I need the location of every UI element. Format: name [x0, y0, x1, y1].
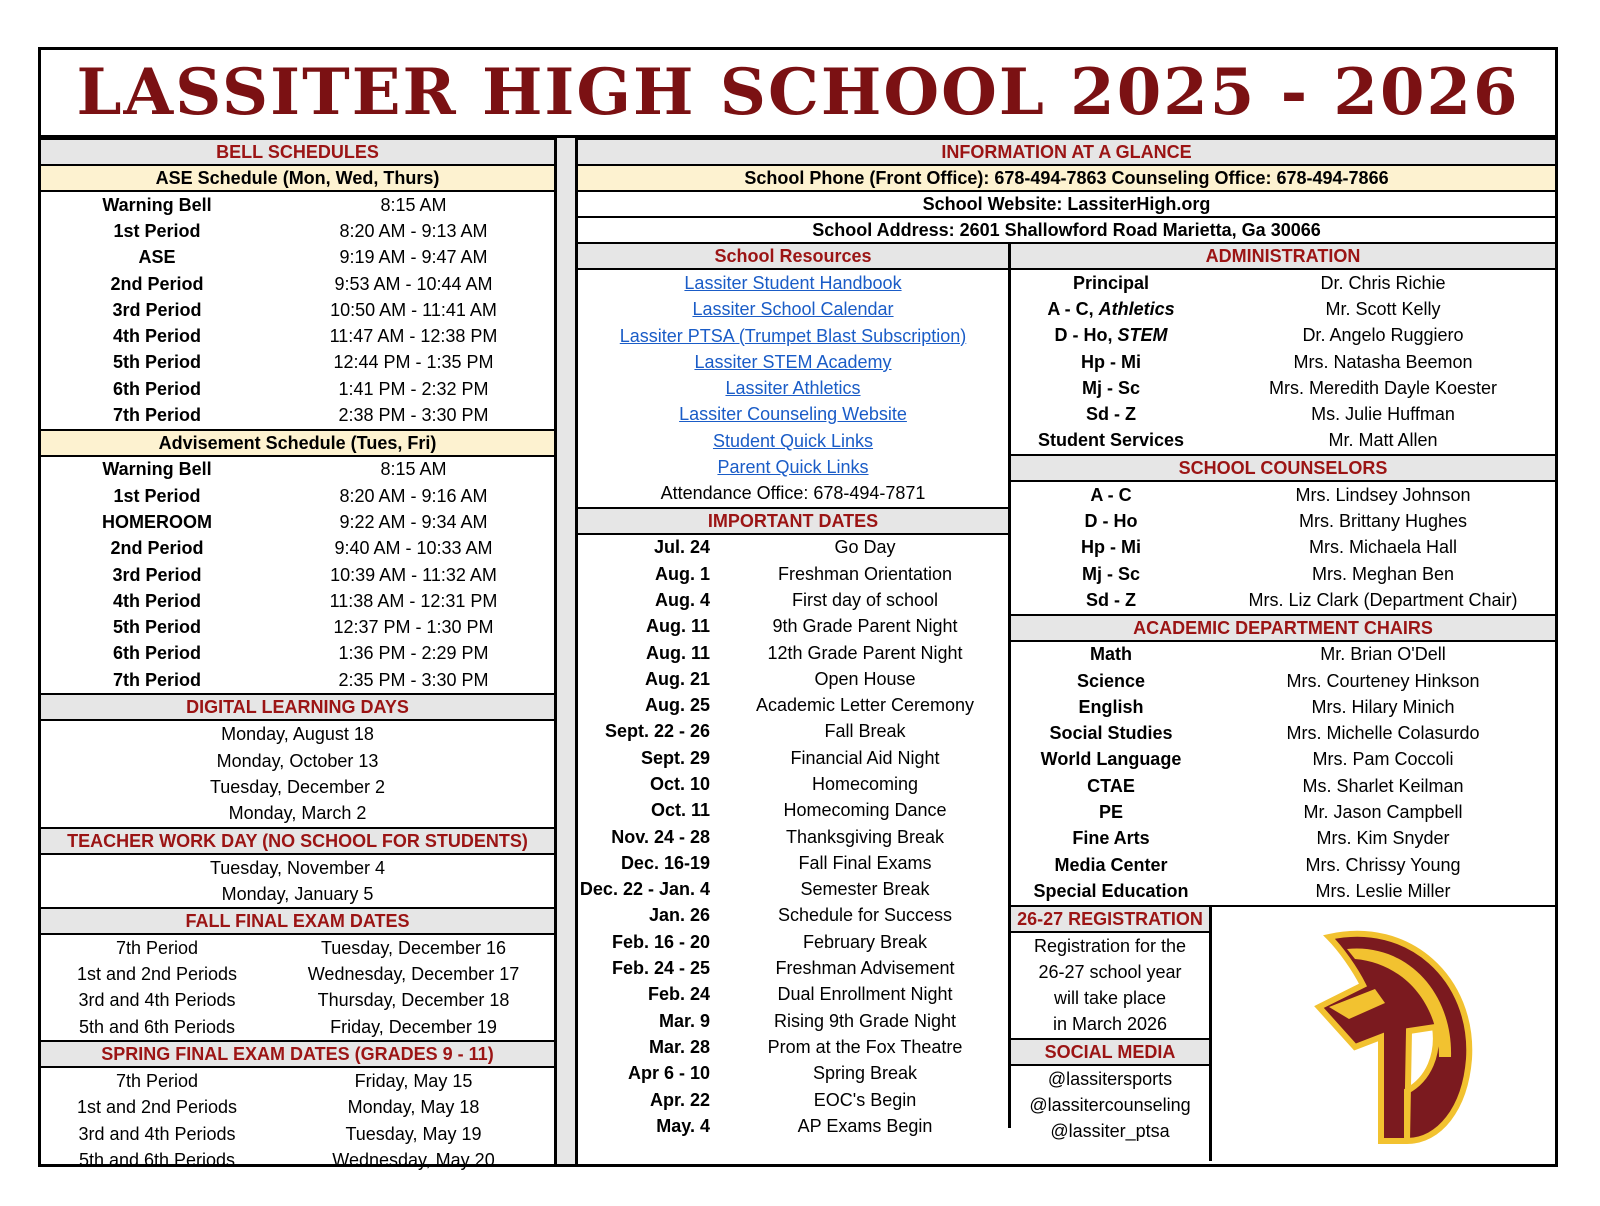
fall-exam-row [41, 935, 554, 961]
important-event: Thanksgiving Break [785, 826, 945, 847]
advisement-row [41, 509, 554, 535]
important-date: Aug. 25 [644, 695, 710, 716]
important-date-row [578, 745, 1008, 771]
advisement-row-value: 9:22 AM - 9:34 AM [339, 511, 488, 532]
school-resources-header: School Resources [578, 242, 1008, 270]
page-title: LASSITER HIGH SCHOOL 2025 - 2026 [41, 50, 1555, 138]
resource-item [578, 401, 1008, 427]
advisement-schedule-table [41, 457, 554, 694]
administration-name: Dr. Angelo Ruggiero [1302, 325, 1464, 346]
important-date: Dec. 22 - Jan. 4 [579, 879, 710, 900]
resource-link[interactable]: Lassiter STEM Academy [694, 351, 892, 372]
advisement-row-value: 8:20 AM - 9:16 AM [339, 485, 488, 506]
spring-exams-table [41, 1068, 554, 1173]
spring-exam-row [41, 1121, 554, 1147]
department-chair-row-name: Mrs. Kim Snyder [1316, 828, 1450, 849]
registration-text [1011, 933, 1209, 1038]
important-date-row [578, 640, 1008, 666]
spring-exam-row-label: 3rd and 4th Periods [78, 1123, 236, 1144]
bottom-right-block [1011, 905, 1555, 1167]
advisement-row [41, 641, 554, 667]
school-counselors-table [1011, 482, 1555, 613]
important-date: Feb. 16 - 20 [611, 931, 710, 952]
counselor-row-role: D - Ho [1084, 511, 1138, 532]
administration-row [1011, 428, 1555, 454]
important-event: 9th Grade Parent Night [772, 616, 958, 637]
fall-exam-row-label: 1st and 2nd Periods [76, 964, 238, 985]
administration-role [1011, 352, 1211, 373]
important-event: 12th Grade Parent Night [767, 642, 963, 663]
advisement-row-value: 11:38 AM - 12:31 PM [329, 590, 498, 611]
resource-link[interactable]: Lassiter Athletics [725, 378, 861, 399]
important-date-row [578, 850, 1008, 876]
important-date-row [578, 903, 1008, 929]
ase-row-label: 2nd Period [110, 273, 204, 294]
school-address: School Address: 2601 Shallowford Road Marietta, Ga 30066 [812, 220, 1321, 240]
ase-schedule-title: ASE Schedule (Mon, Wed, Thurs) [41, 166, 554, 192]
important-event: Freshman Orientation [777, 563, 953, 584]
department-chair-row [1011, 642, 1555, 668]
counselor-row-name: Mrs. Michaela Hall [1308, 537, 1458, 558]
fall-exam-row-label: 7th Period [115, 937, 199, 958]
important-date-row [578, 798, 1008, 824]
social-media-list [1011, 1066, 1209, 1145]
spring-exam-row-label: 7th Period [115, 1070, 199, 1091]
important-dates-table [578, 535, 1008, 1140]
resource-link[interactable]: Parent Quick Links [717, 457, 869, 478]
important-date: May. 4 [656, 1115, 710, 1136]
advisement-row [41, 457, 554, 483]
counselor-row [1011, 482, 1555, 508]
department-chair-row-role: CTAE [1087, 775, 1135, 796]
registration-social-block [1011, 907, 1209, 1145]
ase-row [41, 192, 554, 218]
administration-row [1011, 296, 1555, 322]
administration-role [1011, 273, 1211, 294]
department-chair-row-role: PE [1098, 801, 1123, 822]
administration-header: ADMINISTRATION [1011, 242, 1555, 270]
registration-line: will take place [1053, 988, 1167, 1009]
important-date: Nov. 24 - 28 [611, 826, 710, 847]
department-chair-row [1011, 747, 1555, 773]
spring-exam-row-value: Friday, May 15 [354, 1070, 473, 1091]
department-chair-row [1011, 852, 1555, 878]
counselor-row-role: Hp - Mi [1081, 537, 1141, 558]
ase-row [41, 218, 554, 244]
administration-role-text: Mj - Sc [1081, 377, 1140, 398]
department-chair-row-name: Mrs. Hilary Minich [1311, 696, 1455, 717]
important-event: Fall Final Exams [798, 852, 932, 873]
counselor-row-role: Mj - Sc [1081, 563, 1140, 584]
counselor-row-role: Sd - Z [1086, 589, 1136, 610]
ase-row [41, 245, 554, 271]
advisement-row-label: 2nd Period [110, 538, 204, 559]
department-chair-row-role: Special Education [1033, 880, 1189, 901]
important-date-row [578, 824, 1008, 850]
department-chair-row-name: Ms. Sharlet Keilman [1302, 775, 1464, 796]
department-chair-row-role: Social Studies [1049, 723, 1173, 744]
fall-exam-row [41, 1014, 554, 1040]
middle-column [578, 242, 1008, 1140]
important-event: Academic Letter Ceremony [755, 695, 975, 716]
department-chair-row-name: Mrs. Leslie Miller [1315, 880, 1451, 901]
counselor-row [1011, 587, 1555, 613]
important-date: Oct. 11 [650, 800, 710, 821]
right-column [578, 138, 1555, 1142]
administration-role-text: D - Ho, [1054, 325, 1118, 346]
important-date: Aug. 11 [645, 616, 710, 637]
ase-row [41, 271, 554, 297]
advisement-row-label: 6th Period [112, 643, 201, 664]
resource-link[interactable]: Lassiter School Calendar [692, 299, 894, 320]
ase-row-label: Warning Bell [102, 194, 212, 215]
digital-day: Monday, October 13 [216, 750, 379, 771]
department-chair-row-name: Mrs. Michelle Colasurdo [1286, 723, 1480, 744]
fall-exam-row-value: Tuesday, December 16 [320, 937, 507, 958]
department-chair-row-name: Mrs. Courteney Hinkson [1286, 670, 1480, 691]
resource-item [578, 296, 1008, 322]
important-date: Aug. 1 [654, 563, 710, 584]
department-chair-row-name: Mr. Brian O'Dell [1320, 644, 1446, 665]
advisement-schedule-title: Advisement Schedule (Tues, Fri) [41, 429, 554, 457]
ase-row-label: 3rd Period [112, 299, 202, 320]
important-date: Mar. 9 [658, 1010, 710, 1031]
important-date: Apr 6 - 10 [627, 1063, 710, 1084]
digital-day: Monday, August 18 [221, 724, 374, 745]
fall-exam-row-label: 3rd and 4th Periods [78, 990, 236, 1011]
department-chair-row [1011, 878, 1555, 904]
spring-exam-row [41, 1068, 554, 1094]
important-date-row [578, 955, 1008, 981]
counselor-row-role: A - C [1090, 484, 1132, 505]
school-resources-list [578, 270, 1008, 480]
digital-day: Monday, March 2 [228, 803, 367, 824]
important-date: Aug. 21 [644, 668, 710, 689]
important-event: Homecoming Dance [783, 800, 947, 821]
department-chair-row-role: World Language [1040, 749, 1182, 770]
advisement-row-label: HOMEROOM [102, 511, 212, 532]
administration-name: Mrs. Meredith Dayle Koester [1268, 377, 1498, 398]
ase-row [41, 350, 554, 376]
important-date-row [578, 877, 1008, 903]
important-date-row [578, 1034, 1008, 1060]
advisement-row [41, 483, 554, 509]
administration-role [1011, 430, 1211, 451]
important-event: Prom at the Fox Theatre [767, 1036, 963, 1057]
ase-row-value: 9:19 AM - 9:47 AM [339, 247, 488, 268]
spring-exam-row-value: Tuesday, May 19 [345, 1123, 482, 1144]
administration-role-text: Principal [1072, 272, 1150, 293]
important-event: Rising 9th Grade Night [773, 1010, 957, 1031]
resource-item [578, 454, 1008, 480]
counselor-row-name: Mrs. Liz Clark (Department Chair) [1248, 589, 1518, 610]
important-date-row [578, 535, 1008, 561]
administration-role-area: Athletics [1098, 298, 1175, 319]
spring-exam-row [41, 1095, 554, 1121]
ase-row-label: 4th Period [112, 326, 201, 347]
registration-line: 26-27 school year [1038, 961, 1182, 982]
resource-link[interactable]: Lassiter PTSA (Trumpet Blast Subscription) [619, 325, 967, 346]
department-chair-row [1011, 799, 1555, 825]
important-date: Feb. 24 [647, 984, 710, 1005]
ase-row-label: 7th Period [112, 405, 201, 426]
important-event: Financial Aid Night [790, 747, 940, 768]
important-event: Freshman Advisement [775, 958, 955, 979]
attendance-office: Attendance Office: 678-494-7871 [660, 483, 926, 504]
ase-row-value: 10:50 AM - 11:41 AM [330, 299, 497, 320]
administration-row [1011, 323, 1555, 349]
advisement-row-label: 4th Period [112, 590, 201, 611]
advisement-row [41, 536, 554, 562]
administration-role [1011, 299, 1211, 320]
staff-column [1011, 242, 1555, 1167]
school-counselors-header: SCHOOL COUNSELORS [1011, 454, 1555, 482]
advisement-row-label: 7th Period [112, 669, 201, 690]
important-date-row [578, 719, 1008, 745]
teacher-work-day-header: TEACHER WORK DAY (NO SCHOOL FOR STUDENTS) [41, 827, 554, 855]
important-date-row [578, 614, 1008, 640]
spring-exam-row [41, 1147, 554, 1173]
social-handle: @lassitersports [1047, 1068, 1173, 1089]
digital-day: Tuesday, December 2 [209, 776, 386, 797]
fall-exams-header: FALL FINAL EXAM DATES [41, 907, 554, 935]
important-date: Sept. 29 [640, 747, 710, 768]
ase-row-value: 2:38 PM - 3:30 PM [338, 405, 489, 426]
administration-name: Ms. Julie Huffman [1311, 404, 1455, 425]
important-date-row [578, 1113, 1008, 1139]
important-date: Aug. 4 [654, 589, 710, 610]
fall-exam-row-label: 5th and 6th Periods [78, 1016, 236, 1037]
important-date: Feb. 24 - 25 [611, 958, 710, 979]
ase-schedule-table [41, 192, 554, 429]
spring-exams-header: SPRING FINAL EXAM DATES (GRADES 9 - 11) [41, 1040, 554, 1068]
counselor-row [1011, 561, 1555, 587]
advisement-row-label: 5th Period [112, 617, 201, 638]
important-event: Fall Break [824, 721, 906, 742]
important-date-row [578, 587, 1008, 613]
department-chair-row [1011, 668, 1555, 694]
department-chair-row-name: Mrs. Pam Coccoli [1312, 749, 1454, 770]
department-chair-row-name: Mrs. Chrissy Young [1305, 854, 1461, 875]
important-date: Mar. 28 [648, 1036, 710, 1057]
important-date: Jul. 24 [653, 537, 710, 558]
counselor-row [1011, 508, 1555, 534]
digital-learning-list [41, 721, 554, 826]
spring-exam-row-label: 5th and 6th Periods [78, 1149, 236, 1170]
ase-row-value: 8:15 AM [380, 194, 447, 215]
counselor-row-name: Mrs. Brittany Hughes [1298, 511, 1468, 532]
advisement-row [41, 614, 554, 640]
important-event: Spring Break [812, 1063, 918, 1084]
fall-exam-row-value: Wednesday, December 17 [307, 964, 520, 985]
spring-exam-row-value: Wednesday, May 20 [332, 1149, 495, 1170]
department-chairs-header: ACADEMIC DEPARTMENT CHAIRS [1011, 614, 1555, 642]
important-event: Semester Break [800, 879, 930, 900]
administration-role [1011, 325, 1211, 346]
spring-exam-row-value: Monday, May 18 [347, 1097, 480, 1118]
administration-role-text: Hp - Mi [1081, 351, 1141, 372]
info-glance-header: INFORMATION AT A GLANCE [578, 138, 1555, 166]
important-date-row [578, 771, 1008, 797]
administration-role-text: Student Services [1037, 430, 1185, 451]
resource-item [578, 349, 1008, 375]
important-date: Sept. 22 - 26 [604, 721, 710, 742]
administration-name: Mr. Matt Allen [1328, 430, 1438, 451]
ase-row [41, 323, 554, 349]
administration-name: Mr. Scott Kelly [1325, 298, 1441, 319]
important-date: Oct. 10 [649, 773, 710, 794]
registration-line: in March 2026 [1052, 1014, 1168, 1035]
registration-header: 26-27 REGISTRATION [1011, 907, 1209, 933]
department-chair-row [1011, 694, 1555, 720]
trojan-helmet-logo [1289, 919, 1479, 1149]
administration-role [1011, 378, 1211, 399]
ase-row-value: 9:53 AM - 10:44 AM [334, 273, 493, 294]
teacher-work-day: Tuesday, November 4 [209, 857, 386, 878]
administration-row [1011, 349, 1555, 375]
fall-exam-row-value: Thursday, December 18 [317, 990, 510, 1011]
important-date-row [578, 561, 1008, 587]
counselor-row-name: Mrs. Meghan Ben [1311, 563, 1455, 584]
ase-row-value: 8:20 AM - 9:13 AM [339, 220, 488, 241]
fall-exam-row [41, 988, 554, 1014]
digital-learning-header: DIGITAL LEARNING DAYS [41, 693, 554, 721]
important-event: Go Day [834, 537, 896, 558]
important-date-row [578, 1087, 1008, 1113]
important-event: Dual Enrollment Night [777, 984, 953, 1005]
social-handle: @lassiter_ptsa [1050, 1121, 1170, 1142]
spring-exam-row-label: 1st and 2nd Periods [76, 1097, 238, 1118]
resource-item [578, 323, 1008, 349]
important-event: AP Exams Begin [797, 1115, 933, 1136]
administration-role-area: STEM [1117, 325, 1168, 346]
advisement-row-value: 9:40 AM - 10:33 AM [334, 538, 493, 559]
department-chair-row-role: English [1078, 696, 1144, 717]
ase-row-label: 1st Period [113, 220, 201, 241]
administration-name: Mrs. Natasha Beemon [1293, 351, 1473, 372]
important-dates-header: IMPORTANT DATES [578, 507, 1008, 535]
ase-row-label: 5th Period [112, 352, 201, 373]
important-date: Jan. 26 [648, 905, 710, 926]
resource-item [578, 375, 1008, 401]
important-date-row [578, 692, 1008, 718]
department-chair-row-role: Fine Arts [1072, 828, 1150, 849]
administration-row [1011, 270, 1555, 296]
advisement-row [41, 588, 554, 614]
teacher-work-day: Monday, January 5 [221, 883, 374, 904]
administration-role-text: Sd - Z [1086, 404, 1136, 425]
social-handle: @lassitercounseling [1029, 1095, 1191, 1116]
logo-area [1212, 907, 1555, 1161]
administration-row [1011, 375, 1555, 401]
school-website: School Website: LassiterHigh.org [578, 192, 1555, 218]
important-event: Homecoming [811, 773, 919, 794]
advisement-row-label: 3rd Period [112, 564, 202, 585]
teacher-work-day-list [41, 855, 554, 908]
important-event: Open House [814, 668, 916, 689]
important-date-row [578, 1061, 1008, 1087]
important-date: Dec. 16-19 [620, 852, 710, 873]
advisement-row-label: 1st Period [113, 485, 201, 506]
department-chair-row-role: Media Center [1054, 854, 1168, 875]
registration-line: Registration for the [1033, 935, 1187, 956]
resource-item [578, 428, 1008, 454]
ase-row [41, 402, 554, 428]
administration-row [1011, 401, 1555, 427]
advisement-row-label: Warning Bell [102, 459, 212, 480]
resource-link[interactable]: Student Quick Links [712, 430, 874, 451]
important-date: Apr. 22 [649, 1089, 710, 1110]
department-chair-row-name: Mr. Jason Campbell [1303, 801, 1463, 822]
column-gutter [554, 138, 578, 1164]
left-column [41, 138, 554, 1174]
department-chair-row-role: Science [1076, 670, 1146, 691]
resource-item [578, 270, 1008, 296]
ase-row [41, 376, 554, 402]
department-chair-row-role: Math [1090, 644, 1132, 665]
important-date: Aug. 11 [645, 642, 710, 663]
advisement-row-value: 1:36 PM - 2:29 PM [338, 643, 489, 664]
administration-name: Dr. Chris Richie [1320, 272, 1446, 293]
department-chair-row [1011, 720, 1555, 746]
important-date-row [578, 1008, 1008, 1034]
advisement-row-value: 8:15 AM [380, 459, 447, 480]
administration-role-text: A - C, [1047, 298, 1099, 319]
resource-link[interactable]: Lassiter Counseling Website [679, 404, 907, 425]
counselor-row-name: Mrs. Lindsey Johnson [1295, 484, 1471, 505]
department-chair-row [1011, 826, 1555, 852]
important-date-row [578, 666, 1008, 692]
fall-exam-row-value: Friday, December 19 [330, 1016, 497, 1037]
fall-exams-table [41, 935, 554, 1040]
department-chair-row [1011, 773, 1555, 799]
ase-row-label: ASE [138, 247, 176, 268]
important-date-row [578, 982, 1008, 1008]
fall-exam-row [41, 961, 554, 987]
administration-table [1011, 270, 1555, 454]
important-event: EOC's Begin [813, 1089, 917, 1110]
important-event: First day of school [791, 589, 939, 610]
advisement-row [41, 562, 554, 588]
advisement-row [41, 667, 554, 693]
school-phone: School Phone (Front Office): 678-494-7863 Counseling Office: 678-494-7866 [578, 166, 1555, 192]
advisement-row-value: 2:35 PM - 3:30 PM [338, 669, 489, 690]
ase-row-label: 6th Period [112, 378, 201, 399]
ase-row [41, 297, 554, 323]
important-event: Schedule for Success [777, 905, 953, 926]
calendar-sheet [38, 47, 1558, 1170]
ase-row-value: 11:47 AM - 12:38 PM [329, 326, 498, 347]
ase-row-value: 1:41 PM - 2:32 PM [338, 378, 489, 399]
department-chairs-table [1011, 642, 1555, 905]
bell-schedules-header: BELL SCHEDULES [41, 138, 554, 166]
administration-role [1011, 404, 1211, 425]
advisement-row-value: 10:39 AM - 11:32 AM [330, 564, 497, 585]
counselor-row [1011, 535, 1555, 561]
important-date-row [578, 929, 1008, 955]
ase-row-value: 12:44 PM - 1:35 PM [333, 352, 494, 373]
resource-link[interactable]: Lassiter Student Handbook [684, 273, 902, 293]
social-media-header: SOCIAL MEDIA [1011, 1038, 1209, 1066]
advisement-row-value: 12:37 PM - 1:30 PM [333, 617, 494, 638]
important-event: February Break [802, 931, 928, 952]
